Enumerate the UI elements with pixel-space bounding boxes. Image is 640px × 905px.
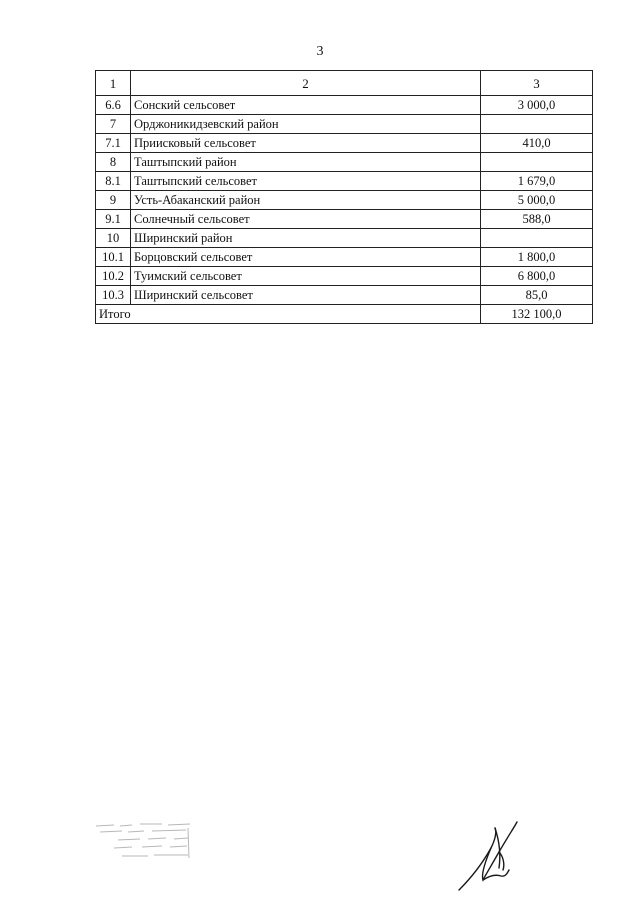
table-row [96,286,593,305]
table-header-row [96,71,593,96]
row-number: 9.1 [96,210,131,229]
row-amount [481,153,593,172]
total-row [96,305,593,324]
table-row [96,267,593,286]
row-amount: 588,0 [481,210,593,229]
row-name: Сонский сельсовет [131,96,481,115]
row-amount [481,115,593,134]
table-row [96,191,593,210]
stamp-mark [92,818,194,866]
row-number: 8.1 [96,172,131,191]
row-number: 10.3 [96,286,131,305]
row-number: 6.6 [96,96,131,115]
row-name: Борцовский сельсовет [131,248,481,267]
row-number: 7 [96,115,131,134]
table-row [96,229,593,248]
row-name: Ширинский сельсовет [131,286,481,305]
row-name: Ширинский район [131,229,481,248]
allocation-table [95,70,593,324]
row-number: 10.2 [96,267,131,286]
row-number: 8 [96,153,131,172]
total-label: Итого [96,305,481,324]
column-header-3: 3 [481,71,593,96]
table-row [96,96,593,115]
table-row [96,172,593,191]
row-amount: 5 000,0 [481,191,593,210]
column-header-1: 1 [96,71,131,96]
signature-mark [455,818,535,894]
row-amount [481,229,593,248]
row-name: Приисковый сельсовет [131,134,481,153]
row-name: Таштыпский сельсовет [131,172,481,191]
row-amount: 85,0 [481,286,593,305]
row-name: Туимский сельсовет [131,267,481,286]
row-amount: 410,0 [481,134,593,153]
row-number: 7.1 [96,134,131,153]
row-number: 10 [96,229,131,248]
total-amount: 132 100,0 [481,305,593,324]
column-header-2: 2 [131,71,481,96]
row-name: Таштыпский район [131,153,481,172]
row-name: Усть-Абаканский район [131,191,481,210]
row-amount: 1 679,0 [481,172,593,191]
table-row [96,248,593,267]
row-name: Орджоникидзевский район [131,115,481,134]
table-row [96,134,593,153]
table-row [96,115,593,134]
page-number: 3 [316,44,324,59]
table-row [96,210,593,229]
table-row [96,153,593,172]
row-name: Солнечный сельсовет [131,210,481,229]
row-amount: 6 800,0 [481,267,593,286]
row-number: 10.1 [96,248,131,267]
row-number: 9 [96,191,131,210]
row-amount: 3 000,0 [481,96,593,115]
row-amount: 1 800,0 [481,248,593,267]
